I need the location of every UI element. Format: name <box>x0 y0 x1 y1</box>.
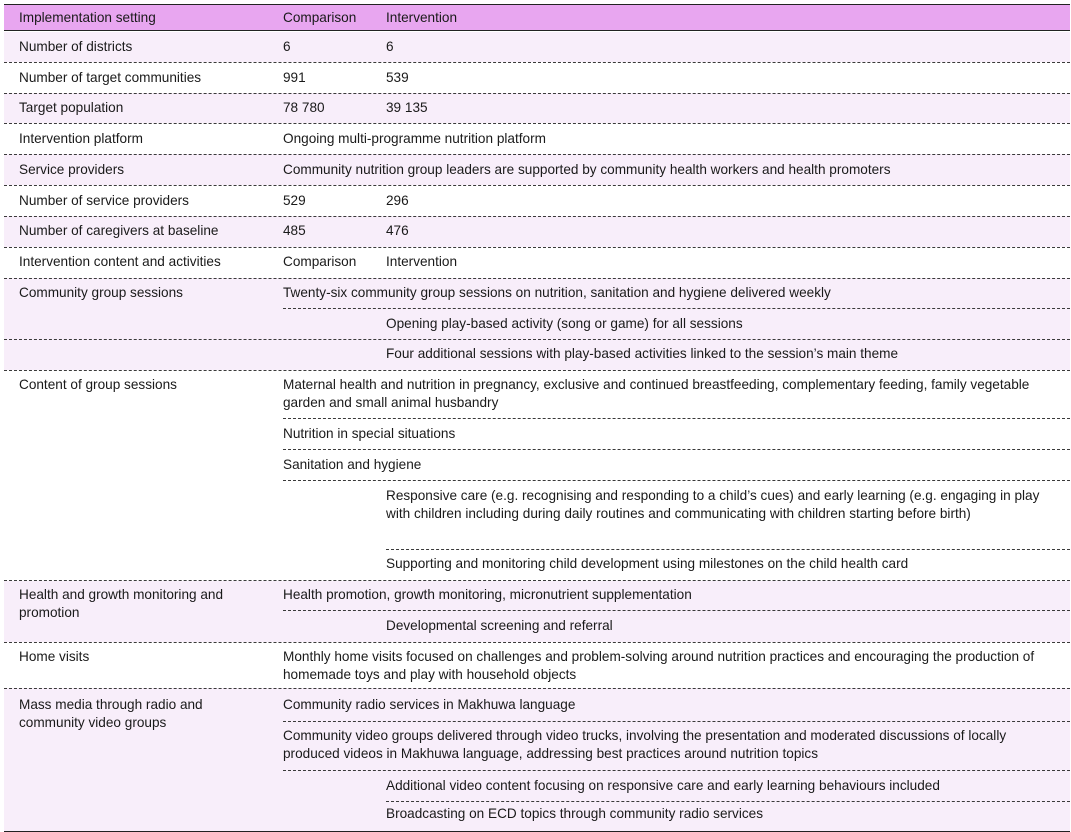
row-divider <box>4 154 1070 155</box>
sub-divider <box>283 721 1070 722</box>
section-intervention: Intervention <box>386 254 458 269</box>
intervention-value: Additional video content focusing on responsive care and early learning behaviours included <box>386 778 940 793</box>
row-divider <box>4 185 1070 186</box>
row-label: Number of districts <box>19 39 133 54</box>
comparison-value: 529 <box>283 193 306 208</box>
row-label: Health and growth monitoring and promotion <box>19 587 224 620</box>
intervention-value: Four additional sessions with play-based activities linked to the session’s main theme <box>386 346 899 361</box>
row-label: Intervention platform <box>19 131 143 146</box>
row-divider <box>4 580 1070 581</box>
sub-divider <box>283 480 1070 481</box>
intervention-value: 296 <box>386 193 409 208</box>
row-divider <box>4 62 1070 63</box>
header-intervention: Intervention <box>386 10 458 25</box>
section-comparison: Comparison <box>283 254 357 269</box>
sub-divider <box>283 610 1070 611</box>
header-setting: Implementation setting <box>19 10 156 25</box>
sub-divider <box>283 308 1070 309</box>
sub-divider <box>283 449 1070 450</box>
shared-value: Monthly home visits focused on challenges and problem-solving around nutrition practices and encouraging the production of homemade toys and play with household objects <box>283 649 1035 682</box>
shared-value: Sanitation and hygiene <box>283 457 422 472</box>
row-label: Number of target communities <box>19 70 202 85</box>
row-label: Number of caregivers at baseline <box>19 223 219 238</box>
row-label: Target population <box>19 100 124 115</box>
intervention-value: Responsive care (e.g. recognising and responding to a child’s cues) and early learning (e.g. engaging in play with children including during daily routines and communicating with children starting before birth) <box>386 488 1040 521</box>
row-divider <box>4 247 1070 248</box>
intervention-value: 539 <box>386 70 409 85</box>
sub-divider <box>386 549 1070 550</box>
table-header <box>4 4 1070 31</box>
shared-value: Community nutrition group leaders are supported by community health workers and health promoters <box>283 162 891 177</box>
row-label: Home visits <box>19 649 90 664</box>
row-divider <box>4 93 1070 94</box>
row-divider <box>4 278 1070 279</box>
intervention-value: Opening play-based activity (song or game) for all sessions <box>386 316 743 331</box>
shared-value: Maternal health and nutrition in pregnancy, exclusive and continued breastfeeding, complementary feeding, family vegetable garden and small animal husbandry <box>283 377 1030 410</box>
implementation-table <box>4 4 1070 832</box>
section-label: Intervention content and activities <box>19 254 221 269</box>
row-bg <box>4 32 1070 62</box>
shared-value: Health promotion, growth monitoring, micronutrient supplementation <box>283 587 692 602</box>
row-divider <box>4 339 1070 340</box>
intervention-value: Developmental screening and referral <box>386 618 613 633</box>
comparison-value: 485 <box>283 223 306 238</box>
row-bg <box>4 93 1070 123</box>
row-divider <box>4 123 1070 124</box>
comparison-value: 6 <box>283 39 291 54</box>
shared-value: Nutrition in special situations <box>283 426 456 441</box>
row-label: Service providers <box>19 162 125 177</box>
row-divider <box>4 370 1070 371</box>
row-divider <box>4 216 1070 217</box>
shared-value: Ongoing multi-programme nutrition platform <box>283 131 546 146</box>
row-label: Community group sessions <box>19 285 183 300</box>
intervention-value: 6 <box>386 39 394 54</box>
comparison-value: 78 780 <box>283 100 325 115</box>
intervention-value: Supporting and monitoring child development using milestones on the child health card <box>386 556 909 571</box>
sub-divider <box>386 801 1070 802</box>
row-label: Mass media through radio and community video groups <box>19 697 203 730</box>
sub-divider <box>283 418 1070 419</box>
intervention-value: Broadcasting on ECD topics through community radio services <box>386 806 764 821</box>
intervention-value: 39 135 <box>386 100 428 115</box>
header-comparison: Comparison <box>283 10 357 25</box>
row-label: Number of service providers <box>19 193 189 208</box>
shared-value: Community video groups delivered through video trucks, involving the presentation and moderated discussions of locally produced videos in Makhuwa language, addressing best practices around nutrition topics <box>283 728 1007 761</box>
row-divider <box>4 642 1070 643</box>
row-label: Content of group sessions <box>19 377 177 392</box>
shared-value: Twenty-six community group sessions on nutrition, sanitation and hygiene delivered weekly <box>283 285 831 300</box>
row-divider <box>4 688 1070 689</box>
intervention-value: 476 <box>386 223 409 238</box>
comparison-value: 991 <box>283 70 306 85</box>
shared-value: Community radio services in Makhuwa language <box>283 697 576 712</box>
sub-divider <box>283 770 1070 771</box>
